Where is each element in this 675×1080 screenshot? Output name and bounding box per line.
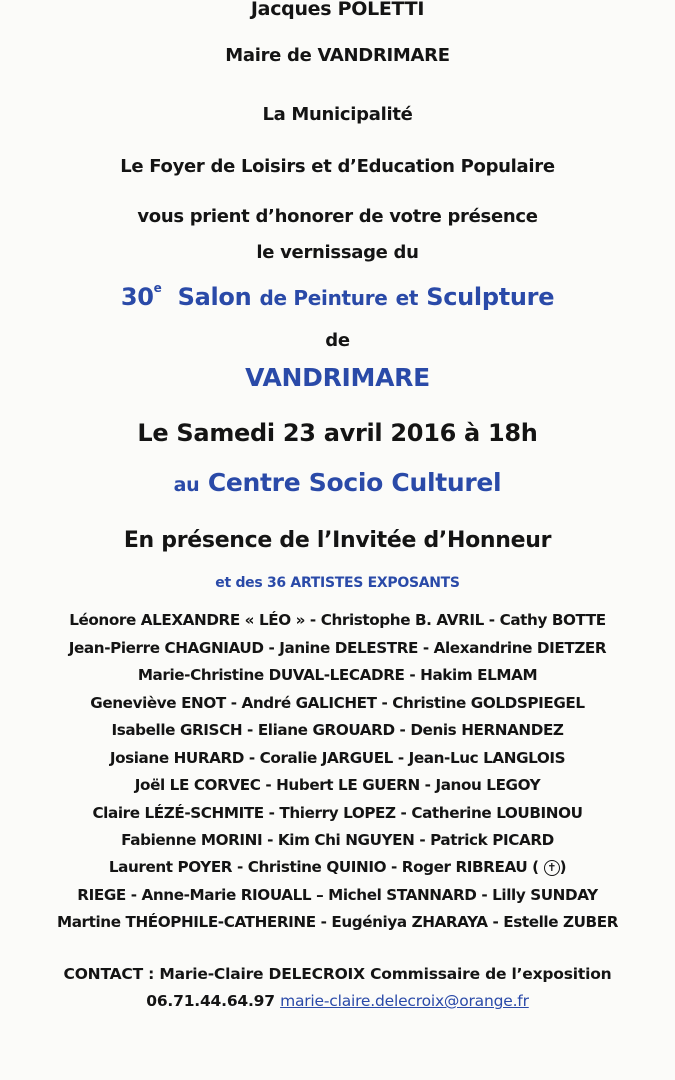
event-date: Le Samedi 23 avril 2016 à 18h bbox=[137, 419, 538, 447]
contact-line: CONTACT : Marie-Claire DELECROIX Commissaire de l’exposition bbox=[63, 965, 612, 983]
salon-de-peinture: de Peinture bbox=[259, 286, 388, 310]
de-line: de bbox=[325, 330, 350, 351]
venue-name: Centre Socio Culturel bbox=[207, 468, 502, 497]
vernissage-line: le vernissage du bbox=[256, 242, 419, 263]
artists-intro: et des 36 ARTISTES EXPOSANTS bbox=[215, 575, 460, 591]
salon-superscript: e bbox=[153, 281, 162, 295]
artist-line: Martine THÉOPHILE-CATHERINE - Eugéniya ZHARAYA - Estelle ZUBER bbox=[56, 913, 619, 931]
town-name: VANDRIMARE bbox=[245, 363, 430, 392]
artist-line: Laurent POYER - Christine QUINIO - Roger RIBREAU ( bbox=[108, 858, 539, 876]
foyer-name: Le Foyer de Loisirs et d’Education Populaire bbox=[120, 156, 555, 177]
invite-line: vous prient d’honorer de votre présence bbox=[137, 206, 538, 227]
salon-number: 30 bbox=[120, 283, 154, 311]
artist-line: Fabienne MORINI - Kim Chi NGUYEN - Patrick PICARD bbox=[121, 831, 554, 849]
artist-line: Claire LÉZÉ-SCHMITE - Thierry LOPEZ - Catherine LOUBINOU bbox=[92, 804, 583, 822]
artist-line-with-cross bbox=[0, 858, 675, 876]
venue-line bbox=[0, 468, 675, 497]
artist-line: Isabelle GRISCH - Eliane GROUARD - Denis HERNANDEZ bbox=[111, 721, 564, 739]
salon-et: et bbox=[395, 286, 419, 310]
contact-phone: 06.71.44.64.97 bbox=[146, 992, 275, 1010]
contact-email-link[interactable]: marie-claire.delecroix@orange.fr bbox=[280, 992, 529, 1010]
mayor-name: Jacques POLETTI bbox=[250, 0, 425, 20]
artist-line: Joël LE CORVEC - Hubert LE GUERN - Janou LEGOY bbox=[134, 776, 541, 794]
salon-sculpture: Sculpture bbox=[426, 283, 555, 311]
contact-details bbox=[0, 992, 675, 1010]
artist-line: Geneviève ENOT - André GALICHET - Christine GOLDSPIEGEL bbox=[90, 694, 585, 712]
guest-line: En présence de l’Invitée d’Honneur bbox=[123, 528, 552, 553]
mayor-title: Maire de VANDRIMARE bbox=[225, 45, 450, 66]
artist-line: Léonore ALEXANDRE « LÉO » - Christophe B. AVRIL - Cathy BOTTE bbox=[69, 611, 606, 629]
artist-line: Jean-Pierre CHAGNIAUD - Janine DELESTRE - Alexandrine DIETZER bbox=[68, 639, 607, 657]
artist-line: Josiane HURARD - Coralie JARGUEL - Jean-Luc LANGLOIS bbox=[109, 749, 566, 767]
artist-line: Marie-Christine DUVAL-LECADRE - Hakim ELMAM bbox=[137, 666, 538, 684]
municipality: La Municipalité bbox=[262, 104, 413, 125]
salon-word: Salon bbox=[177, 283, 252, 311]
venue-au: au bbox=[173, 474, 200, 496]
artist-cross-close: ) bbox=[559, 858, 567, 876]
artist-line: RIEGE - Anne-Marie RIOUALL – Michel STANNARD - Lilly SUNDAY bbox=[77, 886, 598, 904]
salon-title bbox=[0, 283, 675, 311]
cross-icon: ✝ bbox=[544, 860, 560, 876]
